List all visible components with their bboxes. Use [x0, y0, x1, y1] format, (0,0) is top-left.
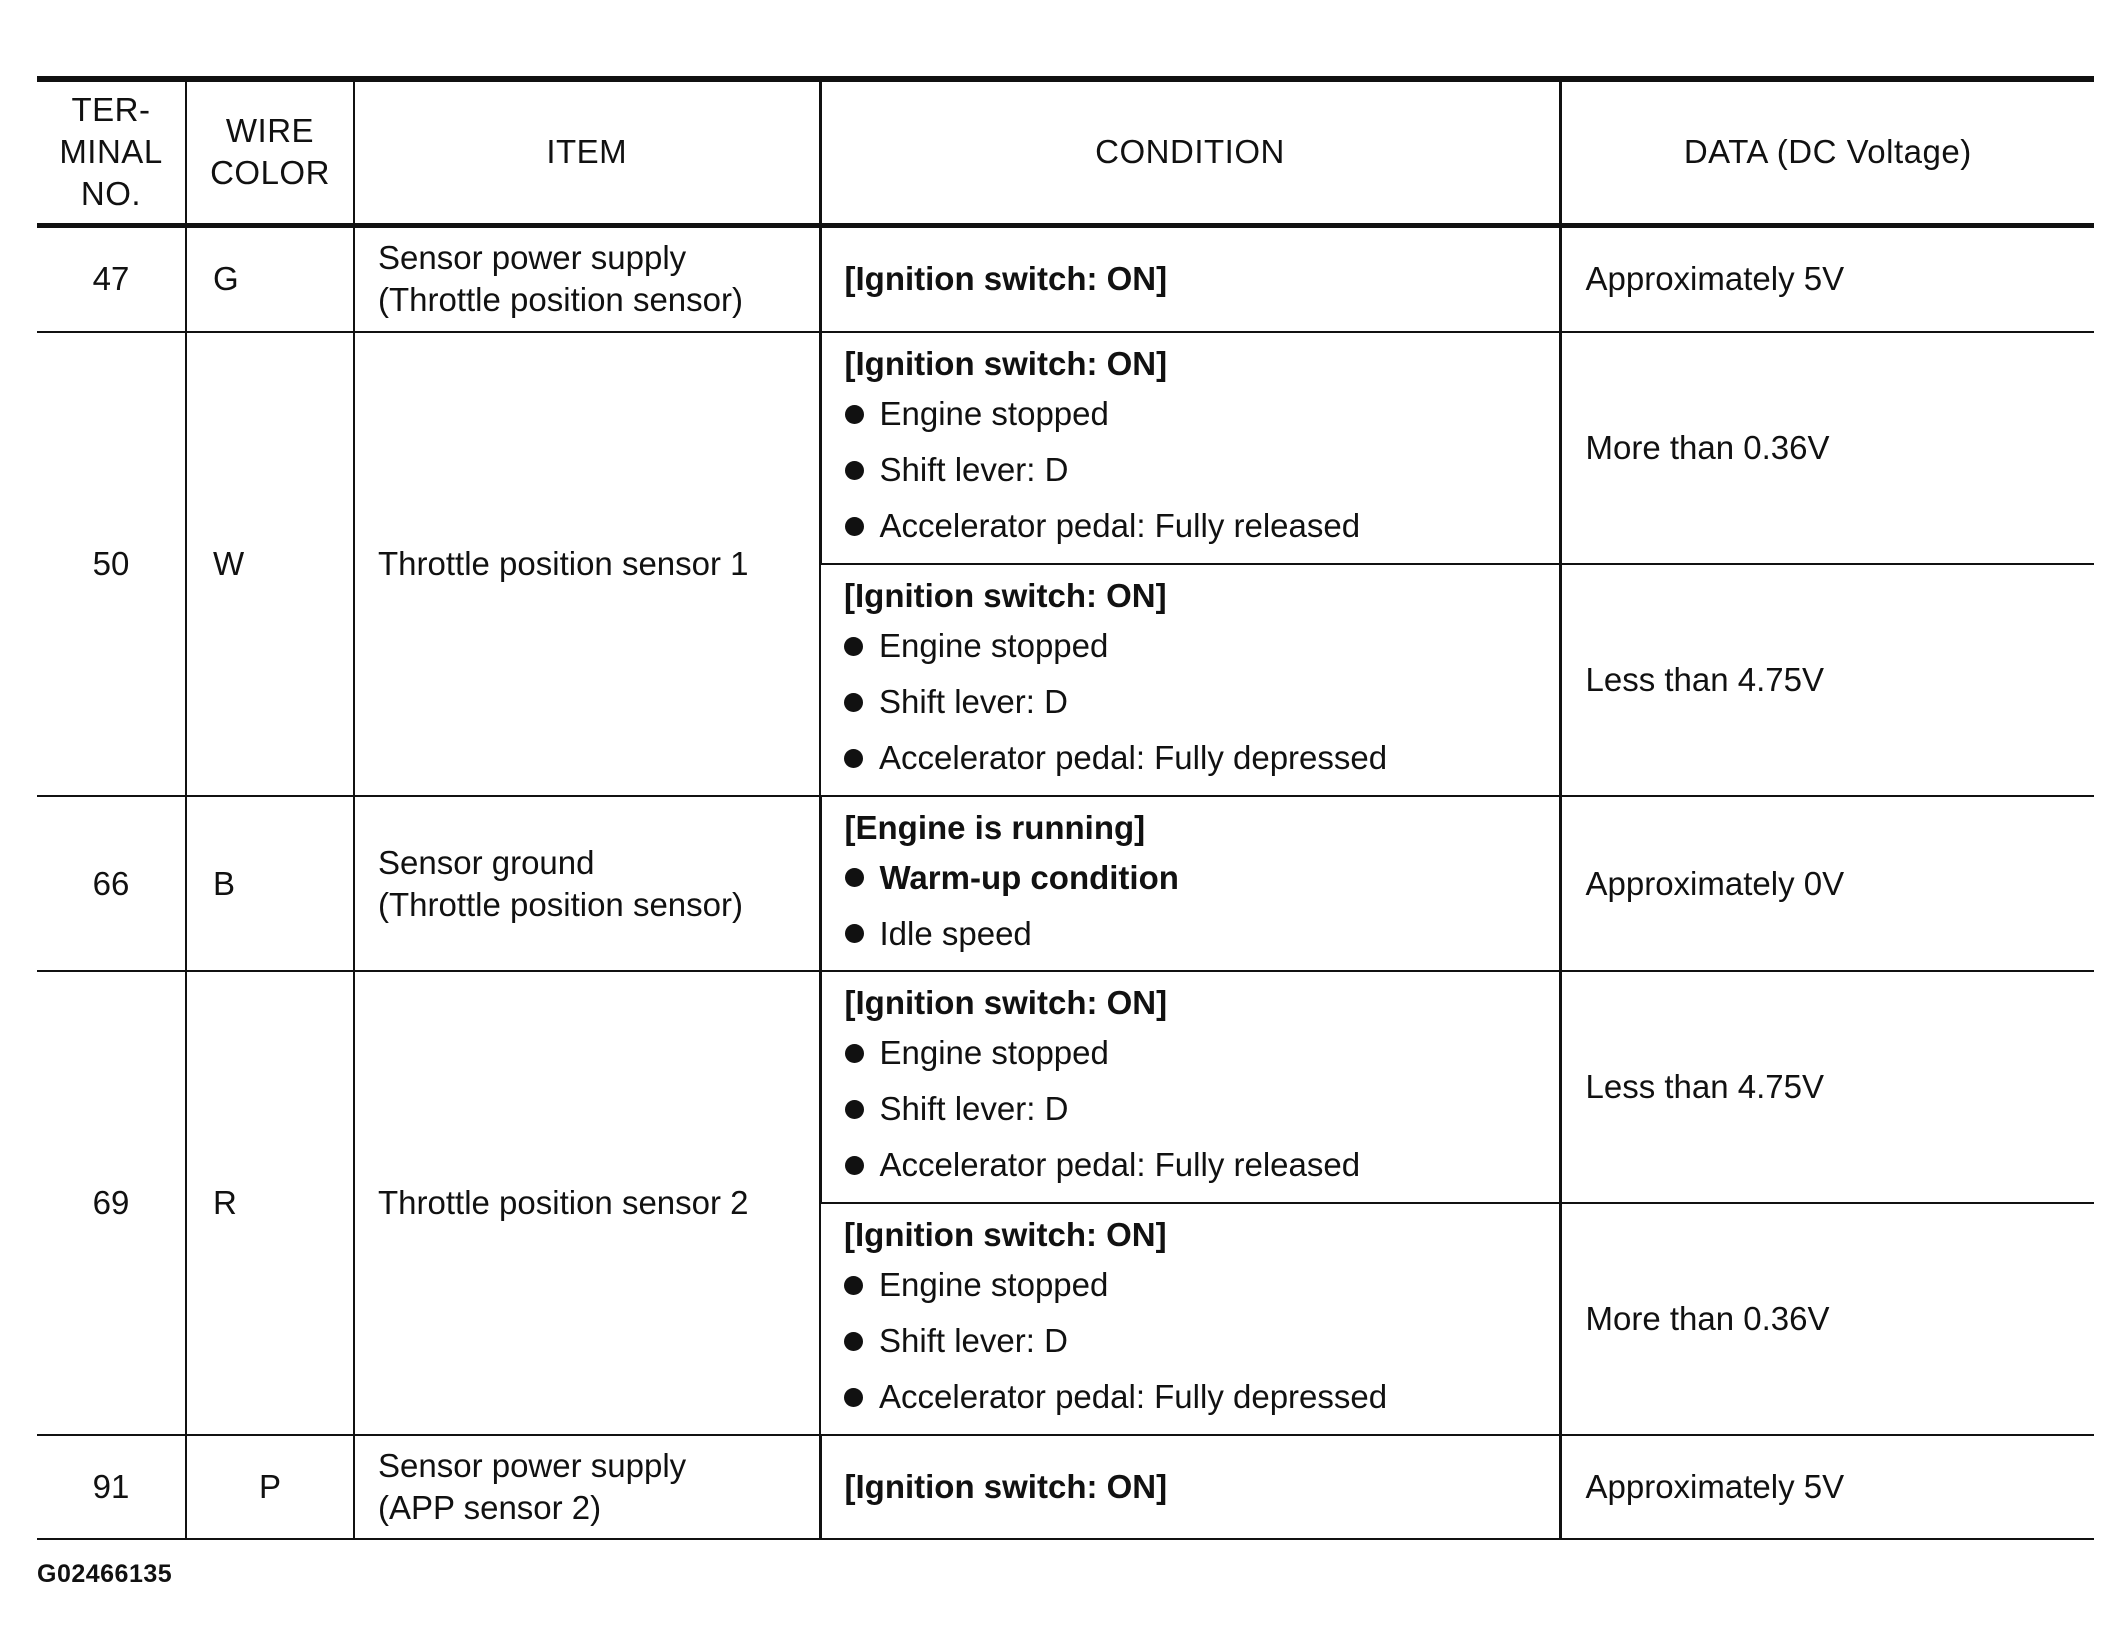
header-condition: CONDITION — [820, 79, 1560, 225]
header-item: ITEM — [354, 79, 820, 225]
item-line: (APP sensor 2) — [378, 1489, 602, 1526]
list-item-text: Shift lever: D — [879, 683, 1068, 720]
condition-list — [845, 1025, 1549, 1193]
table-row — [37, 1435, 2094, 1539]
table-row — [37, 225, 2094, 332]
terminal-group-69 — [37, 971, 2094, 1435]
list-item-text: Accelerator pedal: Fully released — [879, 507, 1361, 544]
bullet-icon — [844, 1332, 863, 1351]
header-wire-line: COLOR — [210, 154, 330, 192]
bullet-icon — [844, 749, 863, 768]
data-value: Approximately 5V — [1560, 1435, 2094, 1539]
bullet-icon — [844, 637, 863, 656]
list-item — [845, 442, 1549, 498]
terminal-group-91 — [37, 1435, 2094, 1539]
wire-color: B — [186, 796, 354, 971]
condition-cell — [820, 332, 1560, 564]
condition-head: [Ignition switch: ON] — [844, 984, 1168, 1021]
terminal-number: 47 — [37, 225, 186, 332]
bullet-icon — [845, 1100, 864, 1119]
list-item — [844, 1313, 1549, 1369]
item-line: (Throttle position sensor) — [378, 281, 743, 319]
item-line: Sensor power supply — [378, 1447, 687, 1484]
list-item — [844, 618, 1549, 674]
condition-cell — [820, 1435, 1560, 1539]
data-value: Less than 4.75V — [1560, 564, 2094, 796]
table-row — [37, 971, 2094, 1203]
table-row — [37, 332, 2094, 564]
item-cell — [354, 332, 820, 796]
bullet-icon — [845, 405, 864, 424]
list-item-text: Shift lever: D — [879, 451, 1069, 488]
item-line: Throttle position sensor 2 — [378, 1184, 749, 1221]
item-cell — [354, 796, 820, 971]
data-value: Less than 4.75V — [1560, 971, 2094, 1203]
list-item — [845, 1025, 1549, 1081]
condition-head: [Ignition switch: ON] — [844, 345, 1168, 382]
list-item-text: Engine stopped — [879, 627, 1109, 664]
list-item-text: Accelerator pedal: Fully released — [879, 1146, 1361, 1183]
terminal-number: 66 — [37, 796, 186, 971]
list-item-text: Engine stopped — [879, 1034, 1109, 1071]
condition-list — [844, 618, 1549, 786]
terminal-number: 50 — [37, 332, 186, 796]
list-item-text: Idle speed — [879, 914, 1032, 952]
data-value: Approximately 5V — [1560, 225, 2094, 332]
header-wire-line: WIRE — [225, 112, 315, 150]
list-item — [844, 674, 1549, 730]
item-cell — [354, 225, 820, 332]
condition-cell — [820, 971, 1560, 1203]
list-item-text: Engine stopped — [879, 395, 1109, 432]
bullet-icon — [845, 1044, 864, 1063]
bullet-icon — [844, 693, 863, 712]
list-item-text: Shift lever: D — [879, 1090, 1069, 1127]
header-terminal-line: MINAL — [59, 133, 163, 171]
header-terminal-line: TER- — [71, 91, 151, 129]
item-line: (Throttle position sensor) — [378, 885, 743, 923]
table-row — [37, 796, 2094, 971]
header-terminal-no — [37, 79, 186, 225]
bullet-icon — [845, 517, 864, 536]
wire-color: P — [186, 1435, 354, 1539]
list-item — [845, 386, 1549, 442]
list-item — [844, 730, 1549, 786]
condition-cell — [820, 564, 1560, 796]
bullet-icon — [845, 868, 864, 887]
data-value: Approximately 0V — [1560, 796, 2094, 971]
wire-color: R — [186, 971, 354, 1435]
item-cell — [354, 971, 820, 1435]
data-value: More than 0.36V — [1560, 1203, 2094, 1435]
condition-list — [845, 850, 1549, 962]
terminal-number: 69 — [37, 971, 186, 1435]
list-item-text: Shift lever: D — [879, 1322, 1068, 1359]
bullet-icon — [845, 1156, 864, 1175]
condition-head: [Ignition switch: ON] — [844, 260, 1168, 298]
bullet-icon — [844, 1388, 863, 1407]
list-item — [845, 498, 1549, 554]
list-item-text: Warm-up condition — [879, 858, 1179, 896]
list-item — [844, 1257, 1549, 1313]
item-line: Throttle position sensor 1 — [378, 545, 749, 582]
figure-id: G02466135 — [37, 1560, 173, 1588]
item-line: Sensor ground — [378, 843, 595, 881]
header-wire-color — [186, 79, 354, 225]
condition-head: [Engine is running] — [844, 808, 1146, 846]
wire-color: W — [186, 332, 354, 796]
header-data: DATA (DC Voltage) — [1560, 79, 2094, 225]
terminal-group-66 — [37, 796, 2094, 971]
bullet-icon — [845, 924, 864, 943]
list-item — [844, 1369, 1549, 1425]
condition-head: [Ignition switch: ON] — [844, 577, 1167, 614]
terminal-group-47 — [37, 225, 2094, 332]
condition-cell — [820, 1203, 1560, 1435]
condition-list — [844, 1257, 1549, 1425]
list-item — [845, 906, 1549, 962]
ecm-terminal-table — [37, 76, 2094, 1540]
condition-cell — [820, 225, 1560, 332]
bullet-icon — [845, 461, 864, 480]
table-header — [37, 79, 2094, 225]
header-terminal-line: NO. — [80, 175, 142, 213]
condition-cell — [820, 796, 1560, 971]
header-row — [37, 79, 2094, 225]
list-item — [845, 1137, 1549, 1193]
list-item — [845, 850, 1549, 906]
item-cell — [354, 1435, 820, 1539]
list-item-text: Accelerator pedal: Fully depressed — [879, 1378, 1388, 1415]
condition-list — [845, 386, 1549, 554]
terminal-number: 91 — [37, 1435, 186, 1539]
list-item — [845, 1081, 1549, 1137]
condition-head: [Ignition switch: ON] — [844, 1468, 1168, 1505]
terminal-group-50 — [37, 332, 2094, 796]
bullet-icon — [844, 1276, 863, 1295]
wire-color: G — [186, 225, 354, 332]
condition-head: [Ignition switch: ON] — [844, 1216, 1167, 1253]
list-item-text: Accelerator pedal: Fully depressed — [879, 739, 1388, 776]
data-value: More than 0.36V — [1560, 332, 2094, 564]
list-item-text: Engine stopped — [879, 1266, 1109, 1303]
item-line: Sensor power supply — [378, 239, 687, 277]
